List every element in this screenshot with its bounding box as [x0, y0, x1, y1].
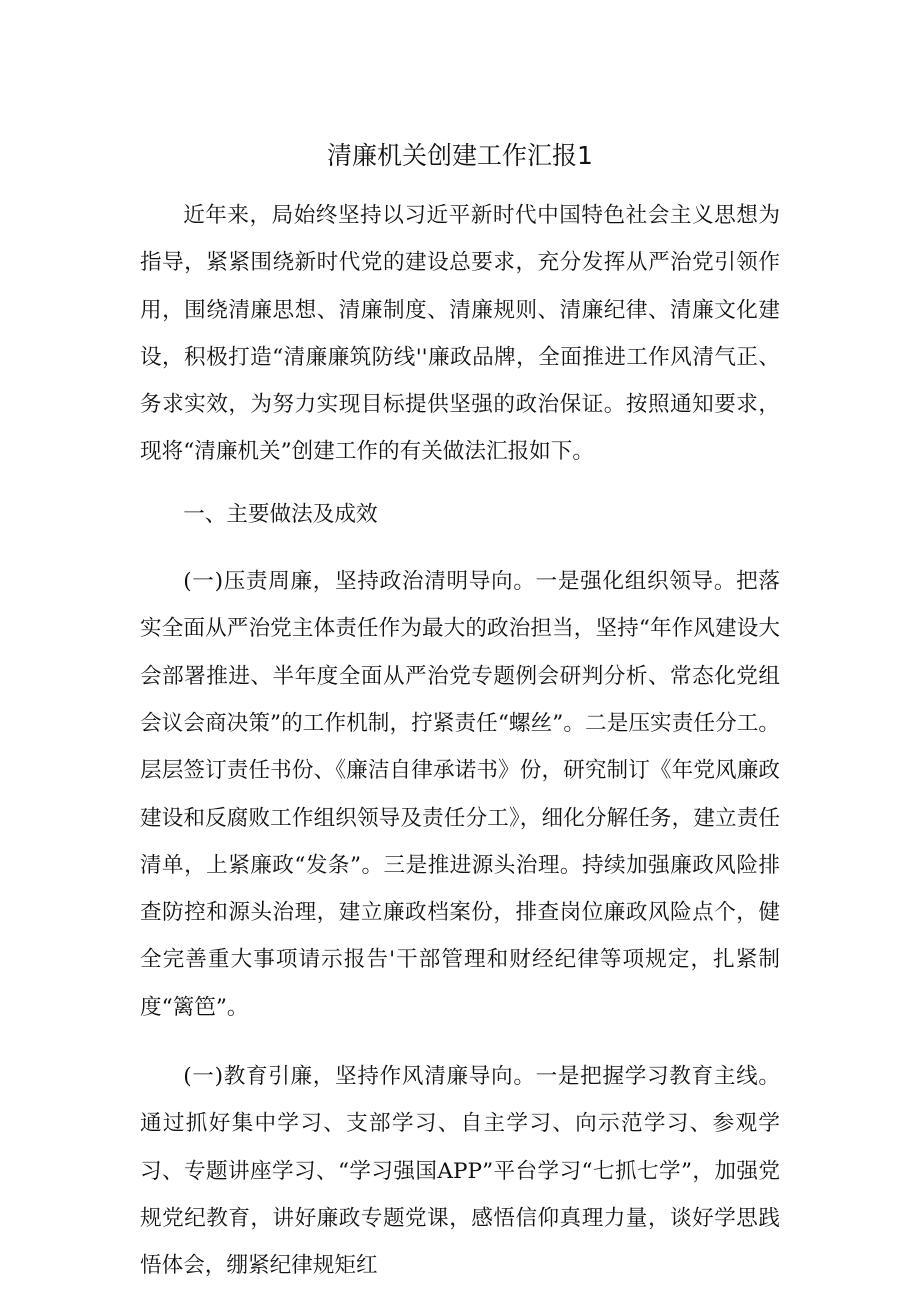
body-paragraph: (一)教育引廉，坚持作风清廉导向。一是把握学习教育主线。通过抓好集中学习、支部学习、自主学习、向示范学习、参观学习、专题讲座学习、“学习强国APP”平台学习“七抓七学”，加强党规党纪教育，讲好廉政专题党课，感悟信仰真理力量，谈好学思践悟体会，绷紧纪律规矩红	[140, 1064, 780, 1279]
body-paragraph: (一)压责周廉，坚持政治清明导向。一是强化组织领导。把落实全面从严治党主体责任作为最大的政治担当，坚持“年作风建设大会部署推进、半年度全面从严治党专题例会研判分析、常态化党组会议会商决策”的工作机制，拧紧责任“螺丝”。二是压实责任分工。层层签订责任书份、《廉洁自律承诺书》份，研究制订《年党风廉政建设和反腐败工作组织领导及责任分工》，细化分解任务，建立责任清单，上紧廉政“发条”。三是推进源头治理。持续加强廉政风险排查防控和源头治理，建立廉政档案份，排查岗位廉政风险点个，健全完善重大事项请示报告'干部管理和财经纪律等项规定，扎紧制度“篱笆”。	[140, 569, 780, 1020]
intro-paragraph: 近年来，局始终坚持以习近平新时代中国特色社会主义思想为指导，紧紧围绕新时代党的建设总要求，充分发挥从严治党引领作用，围绕清廉思想、清廉制度、清廉规则、清廉纪律、清廉文化建设，积极打造“清廉廉筑防线''廉政品牌，全面推进工作风清气正、务求实效，为努力实现目标提供坚强的政治保证。按照通知要求，现将“清廉机关”创建工作的有关做法汇报如下。	[140, 203, 780, 465]
document-title: 清廉机关创建工作汇报1	[327, 141, 593, 170]
section-heading: 一、主要做法及成效	[183, 501, 378, 527]
document-body	[140, 192, 780, 1290]
